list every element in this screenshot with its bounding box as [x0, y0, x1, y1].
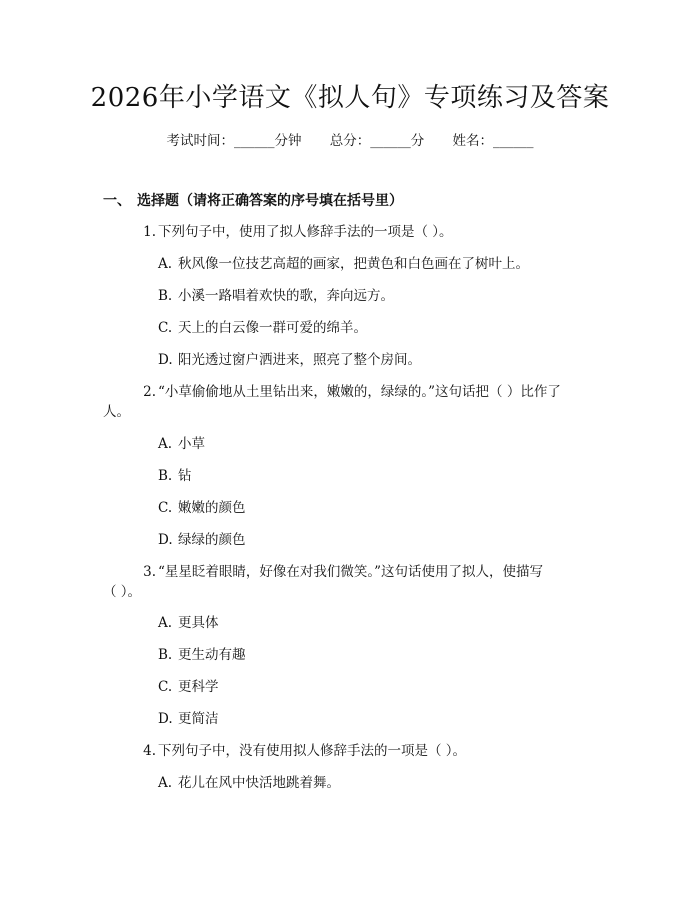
option-letter: B.: [158, 288, 173, 304]
exam-info-line: [0, 131, 700, 151]
question-number: 1.: [143, 224, 156, 240]
option-letter: C.: [158, 320, 173, 336]
option-letter: D.: [158, 532, 173, 548]
question-number: 4.: [143, 743, 156, 759]
question-1: [103, 222, 595, 242]
question-1-option-b: [158, 286, 394, 306]
question-number: 3.: [143, 564, 156, 580]
question-1-option-d: [158, 350, 421, 370]
question-2-option-d: [158, 530, 246, 550]
question-2: [103, 382, 595, 422]
student-name-field: 姓名：______: [452, 133, 534, 149]
option-text: 更生动有趣: [178, 647, 246, 663]
question-3-option-c: [158, 677, 219, 697]
question-1-option-c: [158, 318, 367, 338]
option-text: 绿绿的颜色: [178, 532, 246, 548]
total-score-field: 总分：______分: [329, 133, 425, 149]
question-3: [103, 562, 595, 602]
section-label: 选择题（请将正确答案的序号填在括号里）: [137, 193, 403, 209]
question-3-option-a: [158, 613, 219, 633]
question-number: 2.: [143, 384, 156, 400]
option-text: 小溪一路唱着欢快的歌，奔向远方。: [178, 288, 394, 304]
question-4: [103, 741, 595, 761]
option-text: 花儿在风中快活地跳着舞。: [178, 775, 340, 791]
option-letter: A.: [158, 775, 173, 791]
exam-time-field: 考试时间：______分钟: [166, 133, 302, 149]
option-text: 钻: [178, 468, 192, 484]
section-heading: [103, 191, 403, 211]
question-text-continued: 人。: [103, 404, 130, 420]
question-1-option-a: [158, 254, 529, 274]
option-text: 嫩嫩的颜色: [178, 500, 246, 516]
question-text: 下列句子中，使用了拟人修辞手法的一项是（ ）。: [158, 224, 453, 240]
option-letter: D.: [158, 711, 173, 727]
section-number: 一、: [103, 193, 131, 209]
option-letter: A.: [158, 615, 173, 631]
question-4-option-a: [158, 773, 340, 793]
question-2-option-c: [158, 498, 246, 518]
question-text-continued: （ ）。: [103, 584, 142, 600]
question-2-option-a: [158, 434, 205, 454]
option-text: 更具体: [178, 615, 219, 631]
question-3-option-b: [158, 645, 246, 665]
option-text: 天上的白云像一群可爱的绵羊。: [178, 320, 367, 336]
option-text: 更科学: [178, 679, 219, 695]
option-text: 小草: [178, 436, 205, 452]
question-text: 下列句子中，没有使用拟人修辞手法的一项是（ ）。: [158, 743, 467, 759]
option-text: 阳光透过窗户洒进来，照亮了整个房间。: [178, 352, 421, 368]
question-3-option-d: [158, 709, 219, 729]
option-letter: D.: [158, 352, 173, 368]
question-text: “小草偷偷地从土里钻出来，嫩嫩的，绿绿的。”这句话把（ ）比作了: [158, 384, 561, 400]
question-2-option-b: [158, 466, 192, 486]
option-letter: B.: [158, 468, 173, 484]
option-letter: A.: [158, 436, 173, 452]
option-letter: B.: [158, 647, 173, 663]
page-title: 2026年小学语文《拟人句》专项练习及答案: [90, 83, 610, 113]
option-letter: C.: [158, 679, 173, 695]
question-text: “星星眨着眼睛，好像在对我们微笑。”这句话使用了拟人，使描写: [158, 564, 544, 580]
option-text: 秋风像一位技艺高超的画家，把黄色和白色画在了树叶上。: [178, 256, 529, 272]
option-letter: C.: [158, 500, 173, 516]
option-text: 更简洁: [178, 711, 219, 727]
option-letter: A.: [158, 256, 173, 272]
